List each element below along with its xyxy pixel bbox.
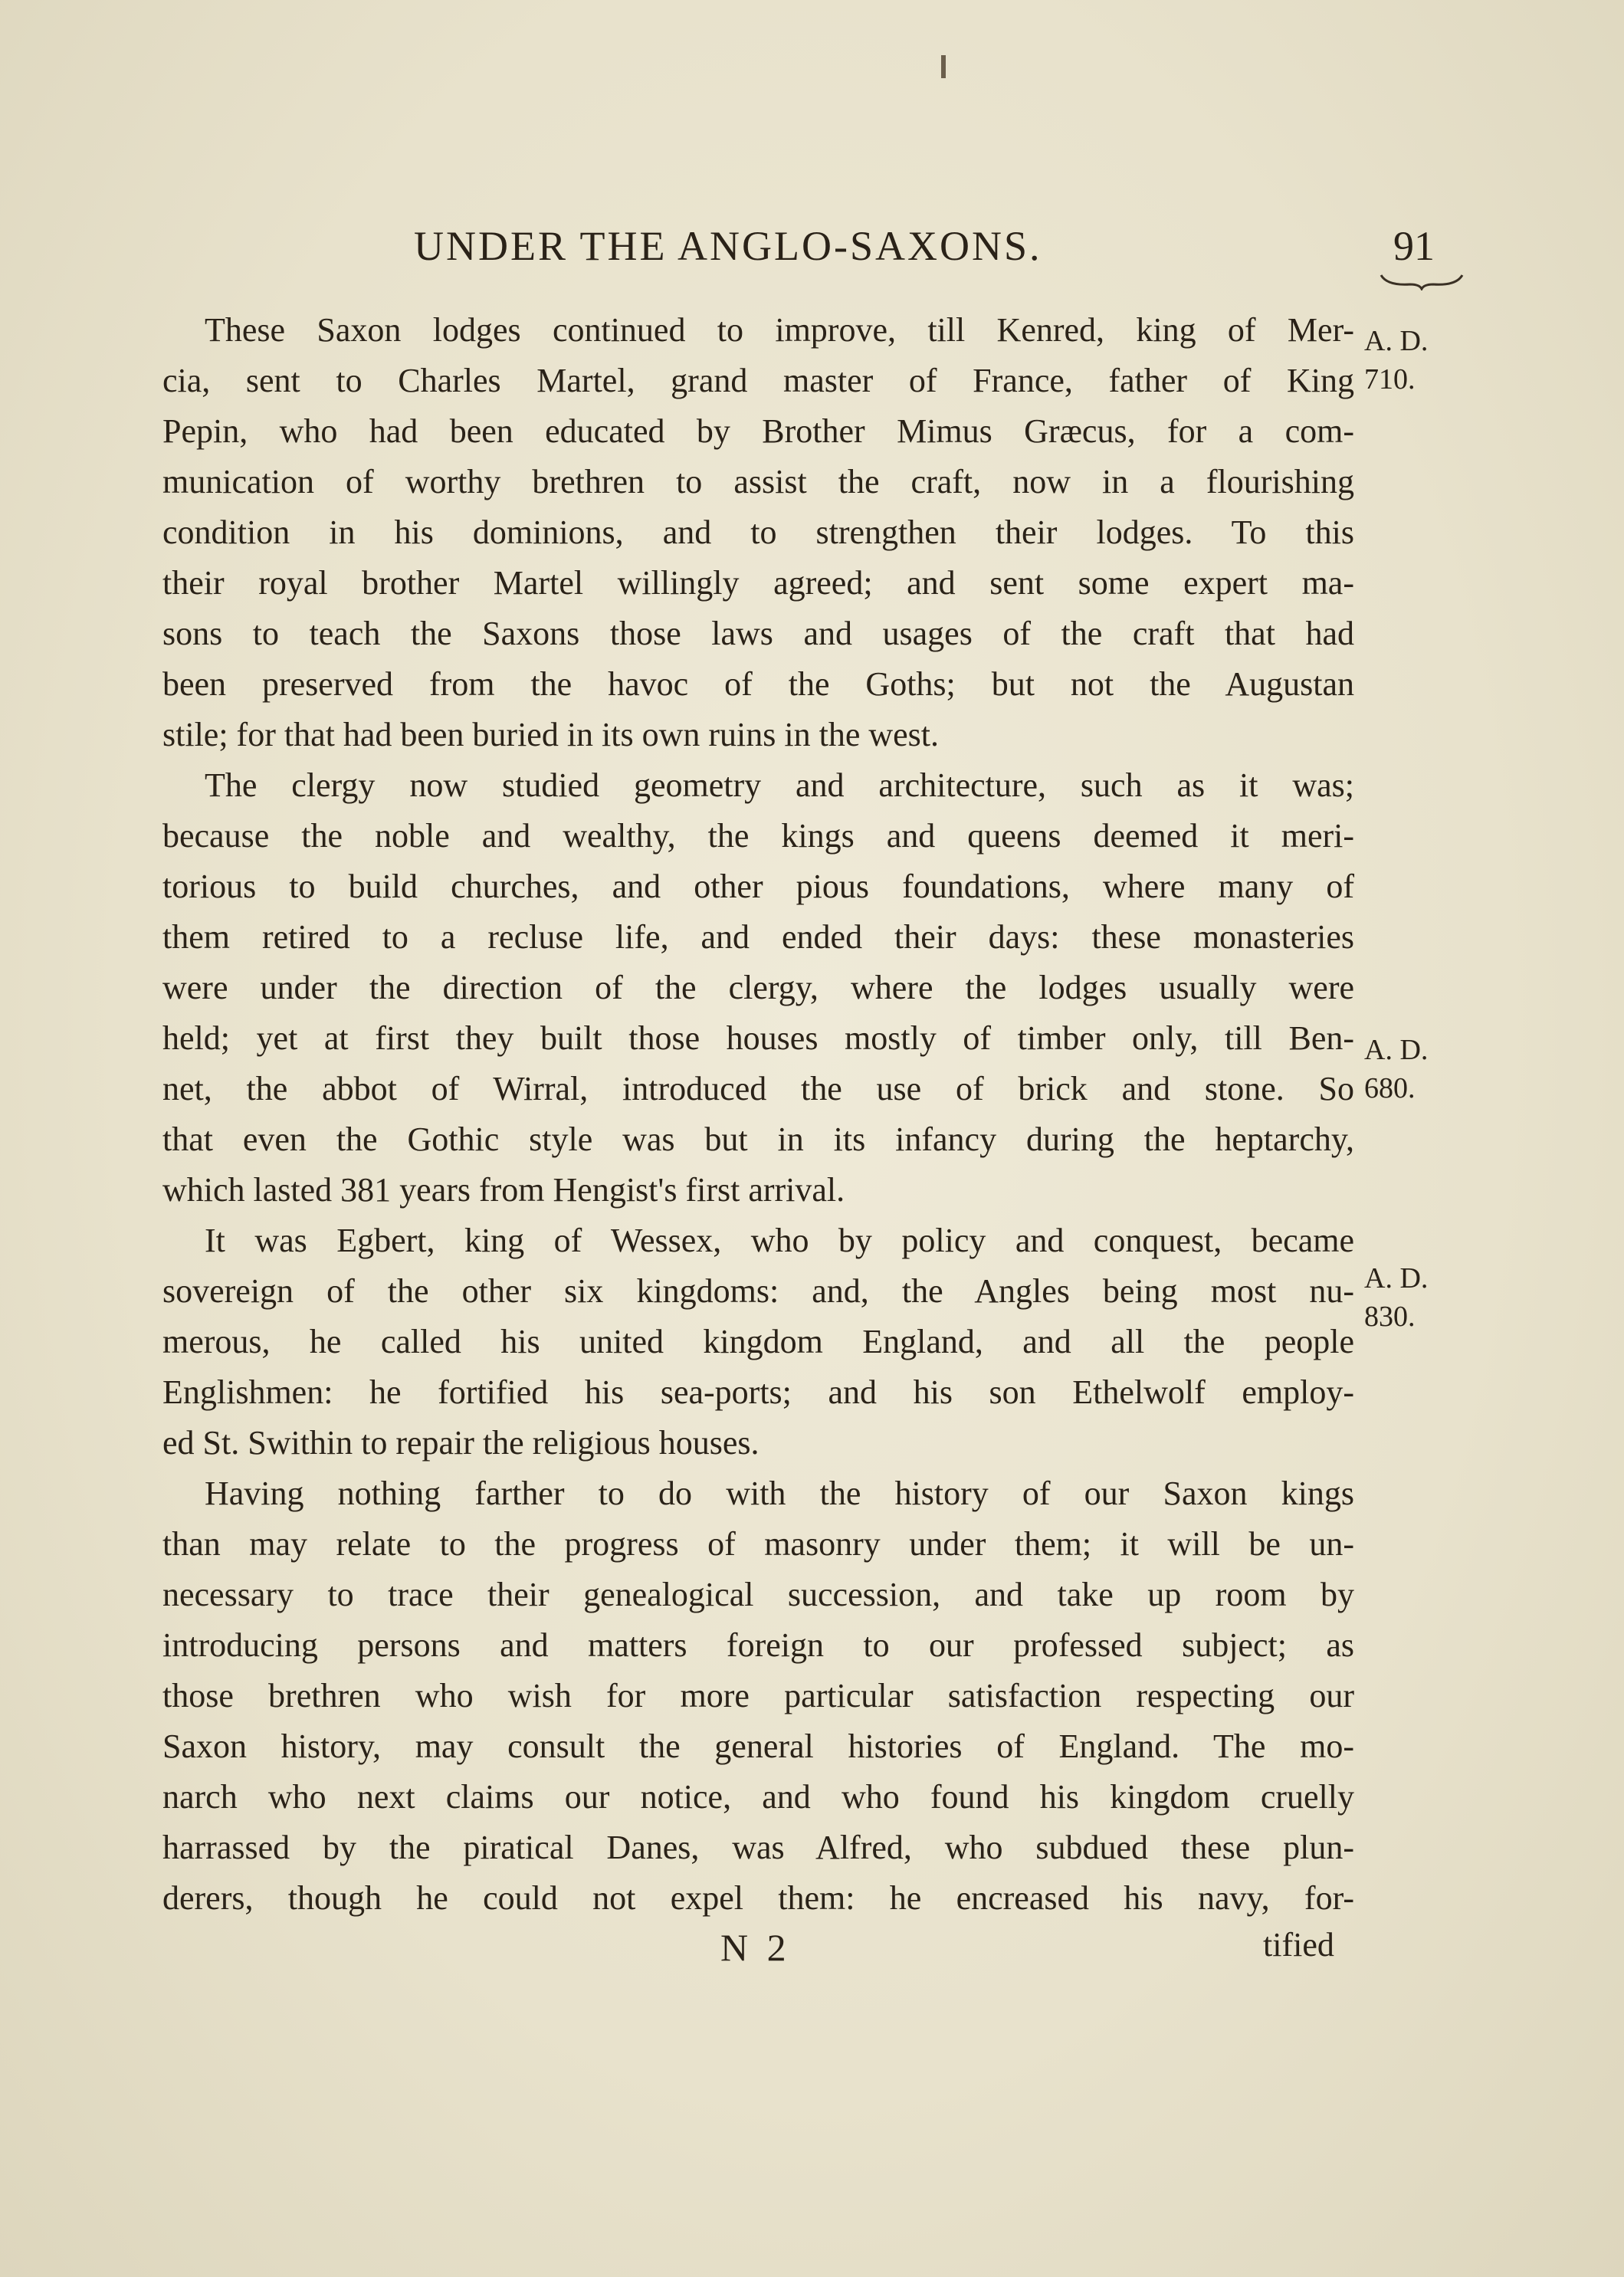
margin-note-year: 680. <box>1364 1072 1416 1104</box>
text-line: necessary to trace their genealogical succession, and take up room by <box>162 1576 1354 1613</box>
margin-note-date <box>1364 1259 1428 1336</box>
text-line: Saxon history, may consult the general histories of England. The mo- <box>162 1727 1354 1765</box>
paragraph <box>162 760 1354 1216</box>
text-line: which lasted 381 years from Hengist's first arrival. <box>162 1171 845 1209</box>
text-line: were under the direction of the clergy, where the lodges usually were <box>162 969 1354 1006</box>
margin-note-era: A. D. <box>1364 1262 1429 1294</box>
text-line: their royal brother Martel willingly agreed; and sent some expert ma- <box>162 564 1354 602</box>
body-text <box>162 305 1354 1924</box>
paragraph <box>162 1216 1354 1468</box>
text-line: merous, he called his united kingdom England, and all the people <box>162 1323 1354 1360</box>
text-line: narch who next claims our notice, and who found his kingdom cruelly <box>162 1778 1354 1816</box>
text-line: stile; for that had been buried in its own ruins in the west. <box>162 716 940 753</box>
paragraph <box>162 305 1354 760</box>
text-line: torious to build churches, and other pious foundations, where many of <box>162 868 1354 905</box>
text-line: been preserved from the havoc of the Goths; but not the Augustan <box>162 665 1354 703</box>
text-line: than may relate to the progress of masonry under them; it will be un- <box>162 1525 1354 1563</box>
text-line: munication of worthy brethren to assist the craft, now in a flourishing <box>162 463 1354 500</box>
text-line: Having nothing farther to do with the history of our Saxon kings <box>205 1475 1354 1512</box>
page-number: 91 <box>1393 223 1435 269</box>
text-line: because the noble and wealthy, the kings and queens deemed it meri- <box>162 817 1354 855</box>
text-line: derers, though he could not expel them: he encreased his navy, for- <box>162 1879 1354 1917</box>
text-line: those brethren who wish for more particular satisfaction respecting our <box>162 1677 1354 1714</box>
text-line: sons to teach the Saxons those laws and usages of the craft that had <box>162 615 1354 652</box>
text-line: introducing persons and matters foreign to our professed subject; as <box>162 1626 1354 1664</box>
text-line: ed St. Swithin to repair the religious houses. <box>162 1424 760 1462</box>
text-line: cia, sent to Charles Martel, grand master of France, father of King <box>162 362 1354 399</box>
margin-note-era: A. D. <box>1364 325 1429 357</box>
text-line: condition in his dominions, and to strengthen their lodges. To this <box>162 513 1354 551</box>
margin-note-date <box>1364 1031 1428 1107</box>
paragraph <box>162 1468 1354 1924</box>
text-line: held; yet at first they built those houses mostly of timber only, till Ben- <box>162 1019 1354 1057</box>
text-line: net, the abbot of Wirral, introduced the use of brick and stone. So <box>162 1070 1354 1107</box>
signature-mark: N 2 <box>720 1926 791 1969</box>
brace-ornament <box>1380 272 1464 290</box>
catchword: tified <box>1263 1926 1334 1964</box>
margin-note-era: A. D. <box>1364 1034 1429 1066</box>
text-line: harrassed by the piratical Danes, was Alfred, who subdued these plun- <box>162 1829 1354 1866</box>
text-line: them retired to a recluse life, and ended their days: these monasteries <box>162 918 1354 956</box>
text-line: Pepin, who had been educated by Brother Mimus Græcus, for a com- <box>162 412 1354 450</box>
text-line: These Saxon lodges continued to improve, till Kenred, king of Mer- <box>205 311 1354 349</box>
text-line: Englishmen: he fortified his sea-ports; and his son Ethelwolf employ- <box>162 1373 1354 1411</box>
ink-mark <box>941 55 946 78</box>
text-line: sovereign of the other six kingdoms: and, the Angles being most nu- <box>162 1272 1354 1310</box>
text-line: It was Egbert, king of Wessex, who by policy and conquest, became <box>205 1222 1354 1259</box>
margin-note-year: 710. <box>1364 363 1416 395</box>
margin-note-date <box>1364 322 1428 399</box>
text-line: that even the Gothic style was but in its infancy during the heptarchy, <box>162 1120 1354 1158</box>
text-line: The clergy now studied geometry and architecture, such as it was; <box>205 766 1354 804</box>
running-head: UNDER THE ANGLO-SAXONS. <box>414 223 1042 269</box>
margin-note-year: 830. <box>1364 1301 1416 1333</box>
